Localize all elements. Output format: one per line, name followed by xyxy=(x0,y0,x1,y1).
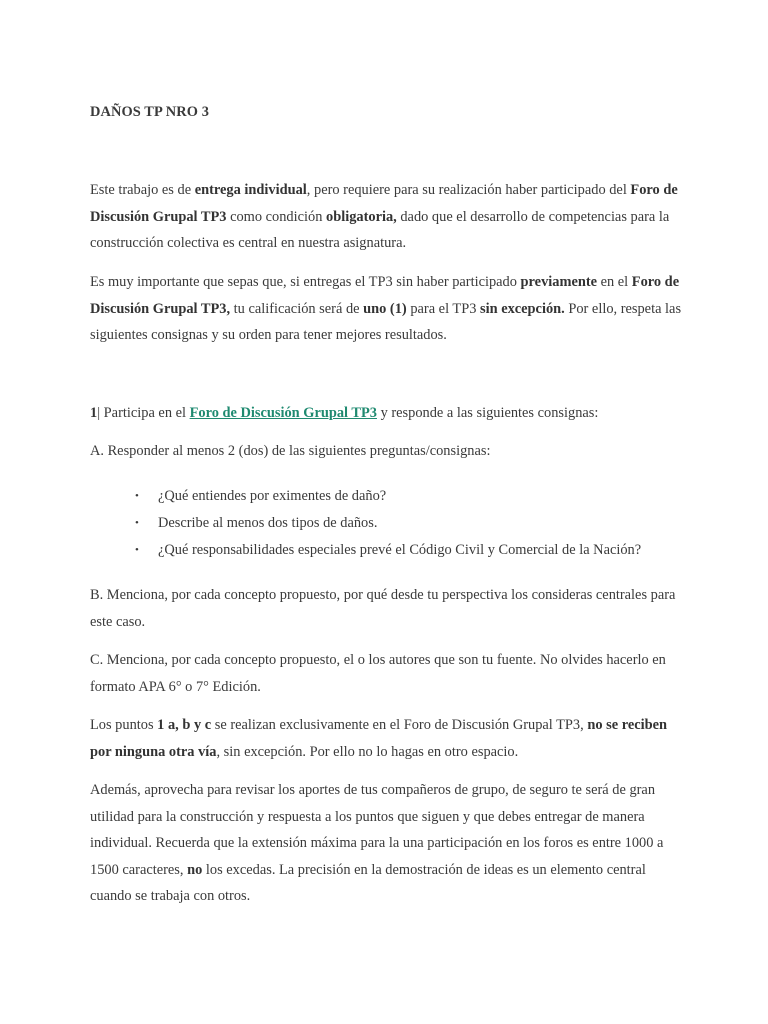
forum-only-paragraph xyxy=(90,712,690,765)
text-run: y responde a las siguientes consignas: xyxy=(376,405,599,421)
text-run: los excedas. La precisión en la demostración de ideas es un elemento central cuando se trabaja con otros. xyxy=(90,861,646,904)
intro-paragraph xyxy=(90,177,690,257)
text-run: Este trabajo es de xyxy=(90,182,195,198)
list-item xyxy=(90,510,690,537)
bold-run: Foro de Discusión Grupal TP3, xyxy=(90,274,680,317)
text-run: en el xyxy=(597,274,632,290)
text-run: , pero requiere para su realización haber participado del xyxy=(306,182,631,198)
text-run: , sin excepción. Por ello no lo hagas en otro espacio. xyxy=(216,743,519,760)
peer-review-paragraph xyxy=(90,777,690,910)
step-1-paragraph xyxy=(90,400,690,427)
bold-run: entrega individual xyxy=(194,182,307,198)
document-title: DAÑOS TP NRO 3 xyxy=(90,104,210,120)
bold-run: 1 a, b y c xyxy=(157,717,212,733)
bold-run: no se reciben por ninguna otra vía xyxy=(90,717,668,760)
text-run: Por ello, respeta las siguientes consignas y su orden para tener mejores resultados. xyxy=(90,300,682,343)
instruction-c: C. Menciona, por cada concepto propuesto, el o los autores que son tu fuente. No olvides hacerlo en formato APA 6° o 7° Edición. xyxy=(90,652,666,695)
questions-list xyxy=(90,483,690,563)
text-run: dado que el desarrollo de competencias para la construcción colectiva es central en nuestra asignatura. xyxy=(90,208,670,251)
forum-link[interactable]: Foro de Discusión Grupal TP3 xyxy=(189,405,377,421)
bold-run: sin excepción. xyxy=(480,300,565,317)
bold-run: previamente xyxy=(520,274,598,290)
text-run: Los puntos xyxy=(90,717,158,733)
bullet-glyph: • xyxy=(135,490,139,502)
list-item-text: ¿Qué entiendes por eximentes de daño? xyxy=(158,488,387,504)
text-run: como condición xyxy=(226,208,326,225)
text-run: se realizan exclusivamente en el Foro de Discusión Grupal TP3, xyxy=(211,717,588,733)
list-item xyxy=(90,483,690,510)
bullet-glyph: • xyxy=(135,543,139,556)
bold-run: obligatoria, xyxy=(326,208,397,225)
bold-run: uno (1) xyxy=(363,300,407,317)
list-item xyxy=(90,537,690,564)
step-number: 1 xyxy=(90,405,98,421)
list-item-text: Describe al menos dos tipos de daños. xyxy=(158,514,378,531)
text-run: Además, aprovecha para revisar los aportes de tus compañeros de grupo, de seguro te será de gran utilidad para la construcción y respuesta a los puntos que siguen y que debes entregar de manera individual. Recuerda que la extensión máxima para la una participación en los foros es entre 1000 a 1500 caracteres, xyxy=(90,782,664,878)
text-run: | Participa en el xyxy=(97,405,190,421)
bold-run: no xyxy=(187,861,203,878)
instruction-b: B. Menciona, por cada concepto propuesto, por qué desde tu perspectiva los consideras centrales para este caso. xyxy=(90,587,676,630)
text-run: tu calificación será de xyxy=(230,300,364,317)
text-run: para el TP3 xyxy=(406,300,480,317)
list-item-text: ¿Qué responsabilidades especiales prevé el Código Civil y Comercial de la Nación? xyxy=(158,541,642,558)
bold-run: Foro de Discusión Grupal TP3 xyxy=(90,182,678,225)
instruction-a: A. Responder al menos 2 (dos) de las siguientes preguntas/consignas: xyxy=(90,443,491,459)
bullet-glyph: • xyxy=(135,516,139,529)
warning-paragraph xyxy=(90,269,690,349)
text-run: Es muy importante que sepas que, si entregas el TP3 sin haber participado xyxy=(90,274,521,290)
